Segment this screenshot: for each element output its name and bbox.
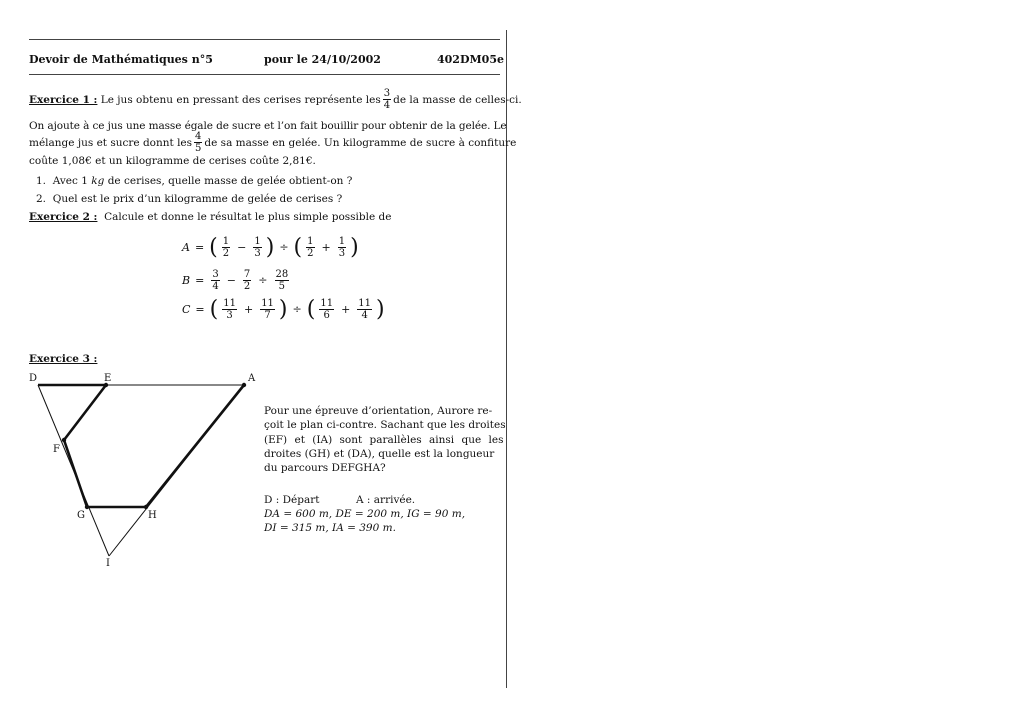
header-code: 402DM05e: [437, 53, 504, 66]
route-defgha: [38, 385, 244, 507]
label-d: D: [29, 373, 38, 384]
ex3-text-1: Pour une épreuve d’orientation, Aurore re-: [264, 405, 493, 417]
header-date: pour le 24/10/2002: [264, 53, 381, 66]
ex3-departure: D : Départ: [264, 494, 320, 506]
header-title: Devoir de Mathématiques n°5: [29, 53, 213, 66]
ex2-intro: Calcule et donne le résultat le plus simple possible de: [104, 211, 392, 223]
ex1-line1: [29, 88, 522, 111]
equation-b: B = $\frac{3}{4}$ − $\frac{7}{2}$ ÷ $\frac{28}{5}$: [182, 269, 289, 292]
point-a-dot: [242, 383, 246, 387]
top-rule: [29, 39, 500, 40]
ex1-heading: Exercice 1 :: [29, 93, 98, 106]
ex1-fraction: $\frac{3}{4}$: [383, 88, 391, 111]
ex1-intro-a: Le jus obtenu en pressant des cerises représente les: [100, 93, 381, 106]
label-h: H: [148, 510, 157, 521]
ex1-line2: On ajoute à ce jus une masse égale de sucre et l’on fait bouillir pour obtenir de la gelée. Le: [29, 120, 507, 132]
label-i: I: [106, 558, 110, 569]
ex3-text-3: (EF) et (IA) sont parallèles ainsi que les: [264, 434, 504, 446]
ex1-q2: 2. Quel est le prix d’un kilogramme de gelée de cerises ?: [36, 193, 343, 205]
ex1-intro-b: de la masse de celles-ci.: [393, 93, 522, 106]
label-a: A: [248, 373, 256, 384]
equation-c: C = ( $\frac{11}{3}$ + $\frac{11}{7}$ ) ÷ ( $\frac{11}{6}$ + $\frac{11}{4}$ ): [182, 296, 385, 322]
ex3-heading: Exercice 3 :: [29, 353, 98, 365]
ex1-fraction2: $\frac{4}{5}$: [195, 131, 202, 154]
orientation-figure: [20, 372, 280, 572]
ex3-text-2: çoit le plan ci-contre. Sachant que les droites: [264, 419, 506, 431]
ex3-text-5: du parcours DEFGHA?: [264, 462, 386, 474]
ex3-arrival: A : arrivée.: [356, 494, 416, 506]
ex3-text-4: droites (GH) et (DA), quelle est la longueur: [264, 448, 495, 460]
point-h-dot: [144, 505, 148, 509]
ex1-line4: coûte 1,08€ et un kilogramme de cerises coûte 2,81€.: [29, 155, 316, 167]
ex1-line3: mélange jus et sucre donnt les $\frac{4}{5}$ de sa masse en gelée. Un kilogramme de sucre à confiture: [29, 131, 517, 154]
ex3-data-2: DI = 315 m, IA = 390 m.: [264, 522, 396, 534]
equation-a: A = ( $\frac{1}{2}$ − $\frac{1}{3}$ ) ÷ ( $\frac{1}{2}$ + $\frac{1}{3}$ ): [182, 234, 359, 260]
ex1-q1: 1. Avec 1 kg de cerises, quelle masse de gelée obtient-on ?: [36, 175, 353, 187]
ex3-data-1: DA = 600 m, DE = 200 m, IG = 90 m,: [264, 508, 466, 520]
label-e: E: [104, 373, 112, 384]
point-g-dot: [85, 505, 89, 509]
point-f-dot: [62, 438, 66, 442]
label-f: F: [53, 444, 60, 455]
ex2-intro-line: [29, 211, 391, 223]
header-rule: [29, 74, 500, 75]
ex2-heading: Exercice 2 :: [29, 211, 98, 223]
label-g: G: [77, 510, 85, 521]
